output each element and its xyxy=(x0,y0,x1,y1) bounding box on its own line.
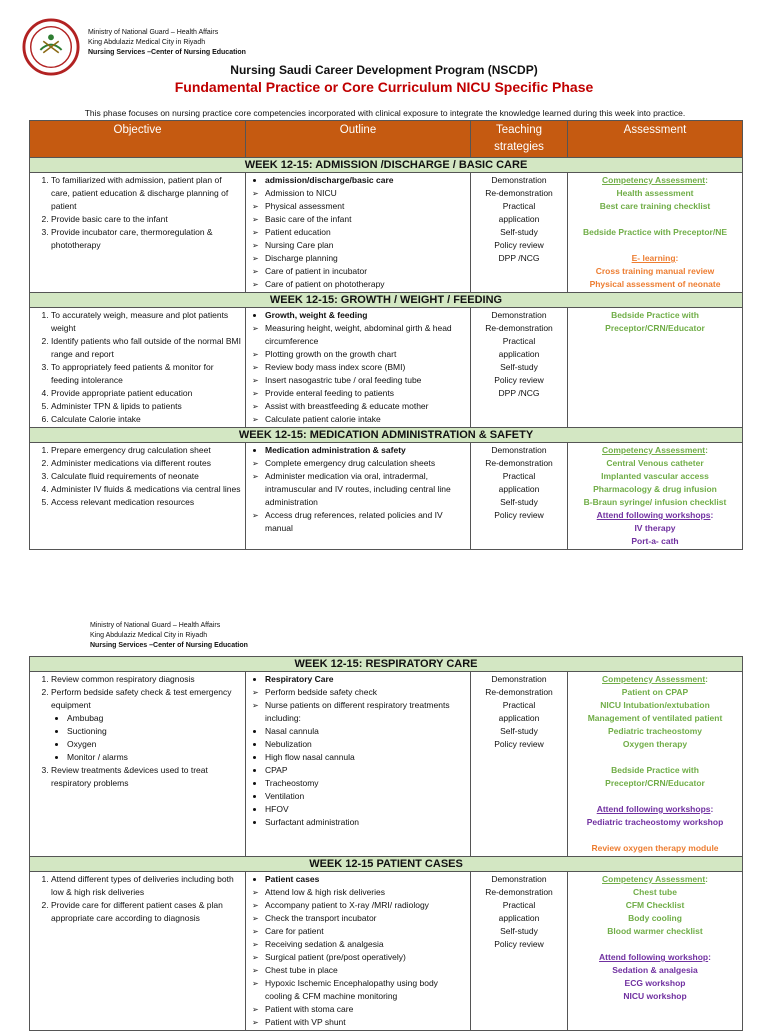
list-item: ➢ Complete emergency drug calculation sheets xyxy=(265,457,467,470)
outline-cell xyxy=(246,872,471,1031)
list-item: ➢ Care for patient xyxy=(265,925,467,938)
assessment-item: Physical assessment of neonate xyxy=(589,279,721,289)
teaching-item: Policy review xyxy=(494,240,544,250)
list-item: ➢ Receiving sedation & analgesia xyxy=(265,938,467,951)
list-item: ➢ Insert nasogastric tube / oral feeding tube xyxy=(265,374,467,387)
list-item: ➢ Review body mass index score (BMI) xyxy=(265,361,467,374)
week-header-row xyxy=(30,428,743,443)
outline-heading: • Growth, weight & feeding xyxy=(265,309,467,322)
teaching-item: Self-study xyxy=(500,726,538,736)
teaching-item: Demonstration xyxy=(491,445,547,455)
outline-heading: • Respiratory Care xyxy=(265,673,467,686)
outline-cell xyxy=(246,173,471,293)
week-header-row xyxy=(30,293,743,308)
teaching-item: Re-demonstration xyxy=(485,323,553,333)
table-header-row xyxy=(30,121,743,158)
col-outline: Outline xyxy=(246,121,471,158)
curriculum-table-2 xyxy=(29,656,743,1031)
week-title: WEEK 12-15: MEDICATION ADMINISTRATION & SAFETY xyxy=(30,428,743,443)
list-item: ➢ Access drug references, related policies and IV manual xyxy=(265,509,467,535)
list-item: 1. Prepare emergency drug calculation sheet xyxy=(51,444,242,457)
list-item: 3. Provide incubator care, thermoregulation & phototherapy xyxy=(51,226,242,252)
assessment-heading: Competency Assessment xyxy=(602,674,706,684)
list-item: ➢ Attend low & high risk deliveries xyxy=(265,886,467,899)
teaching-item: Practical xyxy=(502,201,536,211)
list-item: • High flow nasal cannula xyxy=(265,751,467,764)
curriculum-table-1 xyxy=(29,120,743,550)
teaching-item: Re-demonstration xyxy=(485,887,553,897)
teaching-item: Re-demonstration xyxy=(485,687,553,697)
assessment-item: B-Braun syringe/ infusion checklist xyxy=(583,497,727,507)
list-item: • Tracheostomy xyxy=(265,777,467,790)
intro-text: This phase focuses on nursing practice core competencies incorporated with clinical exposure to integrate the knowledge learned during this week into practice. xyxy=(84,108,686,118)
assessment-item: Pediatric tracheostomy workshop xyxy=(586,817,724,827)
week-title: WEEK 12-15: ADMISSION /DISCHARGE / BASIC CARE xyxy=(30,158,743,173)
teaching-item: Policy review xyxy=(494,375,544,385)
teaching-item: Demonstration xyxy=(491,310,547,320)
teaching-cell xyxy=(471,672,568,857)
teaching-item: Self-study xyxy=(500,926,538,936)
assessment-item: Pharmacology & drug infusion xyxy=(593,484,717,494)
teaching-item: Policy review xyxy=(494,739,544,749)
assessment-heading: Attend following workshops xyxy=(596,510,711,520)
objective-cell xyxy=(30,672,246,857)
list-item: ➢ Surgical patient (pre/post operatively) xyxy=(265,951,467,964)
objective-cell xyxy=(30,872,246,1031)
teaching-item: application xyxy=(498,713,540,723)
list-item: ➢ Nurse patients on different respiratory treatments including: xyxy=(265,699,467,725)
col-teaching: Teaching strategies xyxy=(471,121,568,158)
teaching-item: Policy review xyxy=(494,939,544,949)
table-row xyxy=(30,173,743,293)
outline-cell xyxy=(246,672,471,857)
assessment-item: Best care training checklist xyxy=(599,201,711,211)
list-item: ➢ Administer medication via oral, intradermal, intramuscular and IV routes, including central line administration xyxy=(265,470,467,509)
list-item: 5. Administer TPN & lipids to patients xyxy=(51,400,242,413)
list-item: • CPAP xyxy=(265,764,467,777)
outline-heading: • admission/discharge/basic care xyxy=(265,174,467,187)
teaching-item: Practical xyxy=(502,471,536,481)
assessment-heading: Competency Assessment xyxy=(602,175,706,185)
assessment-item: Preceptor/CRN/Educator xyxy=(605,323,705,333)
week-title: WEEK 12-15: GROWTH / WEIGHT / FEEDING xyxy=(30,293,743,308)
header-line-1: Ministry of National Guard – Health Affairs xyxy=(90,622,221,629)
assessment-item: CFM Checklist xyxy=(625,900,685,910)
list-item: 1. To familiarized with admission, patient plan of care, patient education & discharge planning of patient xyxy=(51,174,242,213)
week-header-row xyxy=(30,857,743,872)
list-item: 4. Provide appropriate patient education xyxy=(51,387,242,400)
assessment-item: Bedside Practice with xyxy=(611,765,699,775)
list-item: ➢ Check the transport incubator xyxy=(265,912,467,925)
list-item: ➢ Patient education xyxy=(265,226,467,239)
list-item: • Oxygen xyxy=(67,738,242,751)
list-item: ➢ Nursing Care plan xyxy=(265,239,467,252)
assessment-item: Cross training manual review xyxy=(595,266,715,276)
table-row xyxy=(30,872,743,1031)
assessment-heading: Attend following workshop xyxy=(599,952,709,962)
objective-cell xyxy=(30,308,246,428)
list-item: 1. To accurately weigh, measure and plot patients weight xyxy=(51,309,242,335)
teaching-item: Self-study xyxy=(500,362,538,372)
header-line-2: King Abdulaziz Medical City in Riyadh xyxy=(88,39,206,46)
list-item: ➢ Measuring height, weight, abdominal girth & head circumference xyxy=(265,322,467,348)
list-item: ➢ Chest tube in place xyxy=(265,964,467,977)
assessment-cell: Competency Assessment: Patient on CPAP NICU Intubation/extubation Management of ventilated patient Pediatric tracheostomy Oxygen therapy Bedside Practice with Preceptor/CRN/Educator Attend following workshops: Pediatric tracheostomy workshop Review oxygen therapy module xyxy=(568,672,743,857)
header-line-3: Nursing Services –Center of Nursing Education xyxy=(88,49,246,56)
list-item: ➢ Patient with stoma care xyxy=(265,1003,467,1016)
week-header-row xyxy=(30,657,743,672)
document-title: Nursing Saudi Career Development Program (NSCDP) xyxy=(230,63,538,77)
teaching-item: application xyxy=(498,214,540,224)
teaching-item: application xyxy=(498,484,540,494)
list-item: ➢ Calculate patient calorie intake xyxy=(265,413,467,426)
objective-cell xyxy=(30,173,246,293)
teaching-item: Re-demonstration xyxy=(485,188,553,198)
outline-heading: • Medication administration & safety xyxy=(265,444,467,457)
assessment-heading: Competency Assessment xyxy=(602,874,706,884)
assessment-item: Pediatric tracheostomy xyxy=(608,726,703,736)
list-item: ➢ Hypoxic Ischemic Encephalopathy using body cooling & CFM machine monitoring xyxy=(265,977,467,1003)
outline-heading: • Patient cases xyxy=(265,873,467,886)
list-item: 3. Review treatments &devices used to treat respiratory problems xyxy=(51,764,242,790)
list-item: 1. Review common respiratory diagnosis xyxy=(51,673,242,686)
assessment-item: Management of ventilated patient xyxy=(587,713,723,723)
list-item: ➢ Assist with breastfeeding & educate mother xyxy=(265,400,467,413)
table-row xyxy=(30,308,743,428)
assessment-item: Body cooling xyxy=(628,913,682,923)
outline-cell xyxy=(246,443,471,550)
list-item: • Suctioning xyxy=(67,725,242,738)
list-item: • HFOV xyxy=(265,803,467,816)
week-title: WEEK 12-15: RESPIRATORY CARE xyxy=(30,657,743,672)
teaching-item: application xyxy=(498,913,540,923)
teaching-item: Policy review xyxy=(494,510,544,520)
list-item: ➢ Basic care of the infant xyxy=(265,213,467,226)
assessment-item: Sedation & analgesia xyxy=(612,965,698,975)
header-line-1: Ministry of National Guard – Health Affairs xyxy=(88,29,219,36)
teaching-cell xyxy=(471,308,568,428)
teaching-cell xyxy=(471,872,568,1031)
list-item: ➢ Discharge planning xyxy=(265,252,467,265)
teaching-item: Practical xyxy=(502,336,536,346)
assessment-item: Port-a- cath xyxy=(631,536,679,546)
objective-cell xyxy=(30,443,246,550)
list-item: 2. Administer medications via different routes xyxy=(51,457,242,470)
assessment-cell: Competency Assessment: Chest tube CFM Checklist Body cooling Blood warmer checklist Attend following workshop: Sedation & analgesia ECG workshop NICU workshop xyxy=(568,872,743,1031)
table-row xyxy=(30,443,743,550)
list-item: 1. Attend different types of deliveries including both low & high risk deliveries xyxy=(51,873,242,899)
document-subtitle: Fundamental Practice or Core Curriculum NICU Specific Phase xyxy=(174,79,594,95)
list-item: ➢ Plotting growth on the growth chart xyxy=(265,348,467,361)
assessment-item: NICU Intubation/extubation xyxy=(600,700,710,710)
assessment-item: ECG workshop xyxy=(624,978,686,988)
list-item: • Nasal cannula xyxy=(265,725,467,738)
teaching-item: Demonstration xyxy=(491,175,547,185)
assessment-cell: Competency Assessment: Health assessment Best care training checklist Bedside Practice with Preceptor/NE E- learning: Cross training manual review Physical assessment of neonate xyxy=(568,173,743,293)
week-header-row xyxy=(30,158,743,173)
header-line-2: King Abdulaziz Medical City in Riyadh xyxy=(90,632,208,639)
list-item xyxy=(51,686,242,764)
list-item: • Monitor / alarms xyxy=(67,751,242,764)
list-item: 5. Access relevant medication resources xyxy=(51,496,242,509)
list-item: • Nebulization xyxy=(265,738,467,751)
list-item: • Surfactant administration xyxy=(265,816,467,829)
assessment-item: Blood warmer checklist xyxy=(607,926,703,936)
teaching-cell xyxy=(471,173,568,293)
list-item: ➢ Provide enteral feeding to patients xyxy=(265,387,467,400)
list-item: 4. Administer IV fluids & medications via central lines xyxy=(51,483,242,496)
outline-cell xyxy=(246,308,471,428)
teaching-item: Demonstration xyxy=(491,874,547,884)
assessment-item: IV therapy xyxy=(634,523,676,533)
teaching-item: DPP /NCG xyxy=(498,253,540,263)
assessment-item: Central Venous catheter xyxy=(606,458,704,468)
list-item: ➢ Perform bedside safety check xyxy=(265,686,467,699)
assessment-cell xyxy=(568,308,743,428)
col-objective: Objective xyxy=(30,121,246,158)
teaching-item: DPP /NCG xyxy=(498,388,540,398)
assessment-item: NICU workshop xyxy=(623,991,687,1001)
list-item: ➢ Physical assessment xyxy=(265,200,467,213)
week-title: WEEK 12-15 PATIENT CASES xyxy=(30,857,743,872)
teaching-item: Practical xyxy=(502,900,536,910)
teaching-item: application xyxy=(498,349,540,359)
list-item: 6. Calculate Calorie intake xyxy=(51,413,242,426)
list-item: ➢ Accompany patient to X-ray /MRI/ radiology xyxy=(265,899,467,912)
page-header xyxy=(90,621,248,651)
header-line-3: Nursing Services –Center of Nursing Education xyxy=(90,642,248,649)
assessment-cell: Competency Assessment: Central Venous catheter Implanted vascular access Pharmacology & drug infusion B-Braun syringe/ infusion checklist Attend following workshops: IV therapy Port-a- cath xyxy=(568,443,743,550)
teaching-cell xyxy=(471,443,568,550)
assessment-item: Patient on CPAP xyxy=(621,687,689,697)
col-assessment: Assessment xyxy=(568,121,743,158)
list-item: • Ventilation xyxy=(265,790,467,803)
table-row xyxy=(30,672,743,857)
teaching-item: Self-study xyxy=(500,497,538,507)
assessment-item: Preceptor/CRN/Educator xyxy=(605,778,705,788)
list-item: 3. Calculate fluid requirements of neonate xyxy=(51,470,242,483)
assessment-item: Review oxygen therapy module xyxy=(591,843,719,853)
list-item: ➢ Care of patient on phototherapy xyxy=(265,278,467,291)
assessment-item: Chest tube xyxy=(633,887,677,897)
assessment-heading: Attend following workshops xyxy=(596,804,711,814)
assessment-item: Implanted vascular access xyxy=(601,471,709,481)
page-header xyxy=(88,28,246,58)
list-item: ➢ Patient with VP shunt xyxy=(265,1016,467,1029)
assessment-heading: Competency Assessment xyxy=(602,445,706,455)
teaching-item: Self-study xyxy=(500,227,538,237)
list-item: 2. Provide basic care to the infant xyxy=(51,213,242,226)
assessment-item: Health assessment xyxy=(616,188,694,198)
assessment-item: Bedside Practice with Preceptor/NE xyxy=(582,227,728,237)
teaching-item: Re-demonstration xyxy=(485,458,553,468)
list-item: ➢ Admission to NICU xyxy=(265,187,467,200)
assessment-item: Bedside Practice with xyxy=(611,310,699,320)
list-item: 3. To appropriately feed patients & monitor for feeding intolerance xyxy=(51,361,242,387)
list-item: ➢ Care of patient in incubator xyxy=(265,265,467,278)
assessment-heading: E- learning xyxy=(631,253,676,263)
list-item-text: Perform bedside safety check & test emergency equipment xyxy=(51,687,232,710)
list-item: • Ambubag xyxy=(67,712,242,725)
assessment-item: Oxygen therapy xyxy=(622,739,688,749)
teaching-item: Practical xyxy=(502,700,536,710)
list-item: 2. Provide care for different patient cases & plan appropriate care according to diagnosis xyxy=(51,899,242,925)
list-item: 2. Identify patients who fall outside of the normal BMI range and report xyxy=(51,335,242,361)
teaching-item: Demonstration xyxy=(491,674,547,684)
